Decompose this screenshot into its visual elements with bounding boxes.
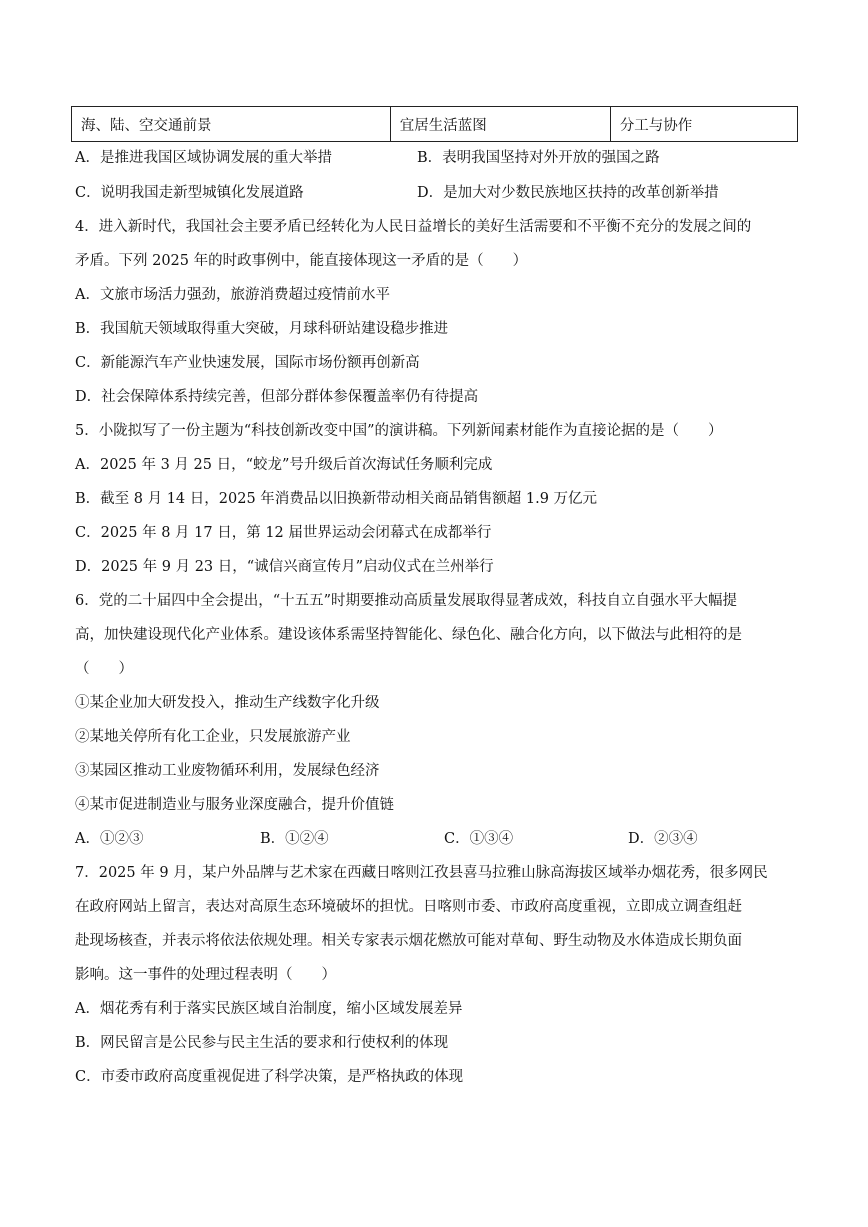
q5-option-a: A．2025 年 3 月 25 日，“蛟龙”号升级后首次海试任务顺利完成	[75, 457, 493, 473]
q4-option-c: C．新能源汽车产业快速发展，国际市场份额再创新高	[75, 355, 420, 371]
q5-stem: 5．小陇拟写了一份主题为“科技创新改变中国”的演讲稿。下列新闻素材能作为直接论据的是（ ）	[75, 423, 723, 439]
q4-option-a: A．文旅市场活力强劲，旅游消费超过疫情前水平	[75, 287, 390, 303]
q7-option-a: A．烟花秀有利于落实民族区域自治制度，缩小区域发展差异	[75, 1001, 463, 1017]
q6-item-1: ①某企业加大研发投入，推动生产线数字化升级	[75, 695, 380, 711]
q3-option-b: B．表明我国坚持对外开放的强国之路	[417, 150, 660, 166]
q7-option-b: B．网民留言是公民参与民主生活的要求和行使权利的体现	[75, 1035, 449, 1051]
q4-stem-line2: 矛盾。下列 2025 年的时政事例中，能直接体现这一矛盾的是（ ）	[75, 253, 528, 269]
q7-stem-line4: 影响。这一事件的处理过程表明（ ）	[75, 967, 336, 983]
q7-option-c: C．市委市政府高度重视促进了科学决策，是严格执政的体现	[75, 1069, 464, 1085]
table-cell-transport: 海、陆、空交通前景	[72, 107, 391, 142]
table-cell-cooperation: 分工与协作	[610, 107, 797, 142]
q3-option-a: A．是推进我国区域协调发展的重大举措	[75, 150, 332, 166]
table-row	[72, 107, 798, 142]
q6-item-2: ②某地关停所有化工企业，只发展旅游产业	[75, 729, 351, 745]
q6-stem-line1: 6．党的二十届四中全会提出，“十五五”时期要推动高质量发展取得显著成效，科技自立自强水平大幅提	[75, 593, 738, 609]
q5-option-d: D．2025 年 9 月 23 日，“诚信兴商宣传月”启动仪式在兰州举行	[75, 559, 494, 575]
q6-option-b: B．①②④	[260, 831, 329, 847]
q6-stem-line3: （ ）	[75, 661, 133, 677]
q4-stem-line1: 4．进入新时代，我国社会主要矛盾已经转化为人民日益增长的美好生活需要和不平衡不充分的发展之间的	[75, 219, 752, 235]
q5-option-b: B．截至 8 月 14 日，2025 年消费品以旧换新带动相关商品销售额超 1.9 万亿元	[75, 491, 598, 507]
q4-option-d: D．社会保障体系持续完善，但部分群体参保覆盖率仍有待提高	[75, 389, 479, 405]
q5-option-c: C．2025 年 8 月 17 日，第 12 届世界运动会闭幕式在成都举行	[75, 525, 492, 541]
q6-item-4: ④某市促进制造业与服务业深度融合，提升价值链	[75, 797, 394, 813]
q3-option-d: D．是加大对少数民族地区扶持的改革创新举措	[417, 185, 719, 201]
q6-option-d: D．②③④	[628, 831, 698, 847]
q7-stem-line2: 在政府网站上留言，表达对高原生态环境破坏的担忧。日喀则市委、市政府高度重视，立即成立调查组赶	[75, 899, 742, 915]
topics-table	[71, 106, 798, 142]
q6-option-c: C．①③④	[444, 831, 514, 847]
q6-item-3: ③某园区推动工业废物循环利用，发展绿色经济	[75, 763, 380, 779]
q7-stem-line3: 赴现场核查，并表示将依法依规处理。相关专家表示烟花燃放可能对草甸、野生动物及水体造成长期负面	[75, 933, 742, 949]
q6-option-a: A．①②③	[75, 831, 144, 847]
q3-option-c: C．说明我国走新型城镇化发展道路	[75, 185, 304, 201]
q7-stem-line1: 7．2025 年 9 月，某户外品牌与艺术家在西藏日喀则江孜县喜马拉雅山脉高海拔区域举办烟花秀，很多网民	[75, 865, 768, 881]
q6-stem-line2: 高，加快建设现代化产业体系。建设该体系需坚持智能化、绿色化、融合化方向，以下做法与此相符的是	[75, 627, 742, 643]
table-cell-living: 宜居生活蓝图	[390, 107, 610, 142]
q4-option-b: B．我国航天领域取得重大突破，月球科研站建设稳步推进	[75, 321, 449, 337]
